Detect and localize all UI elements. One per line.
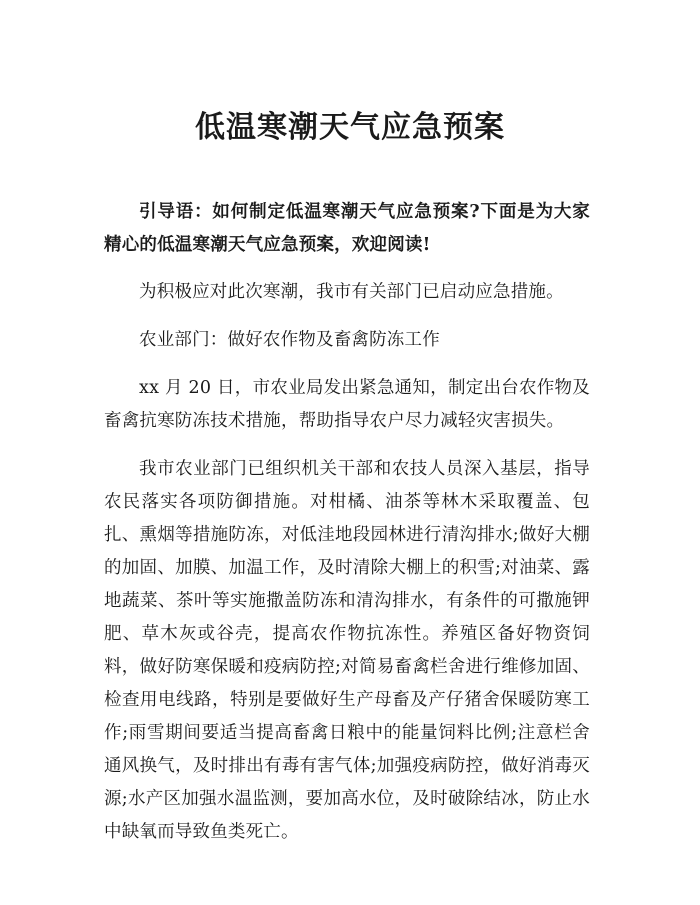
document-title: 低温寒潮天气应急预案: [195, 110, 505, 145]
paragraph-defense-measures: 我市农业部门已组织机关干部和农技人员深入基层，指导农民落实各项防御措施。对柑橘、油茶等林木采取覆盖、包扎、熏烟等措施防冻，对低洼地段园林进行清沟排水;做好大棚的加固、加膜、加温工作，及时清除大棚上的积雪;对油菜、露地蔬菜、茶叶等实施撒盖防冻和清沟排水，有条件的可撒施钾肥、草木灰或谷壳，提高农作物抗冻性。养殖区备好物资饲料，做好防寒保暖和疫病防控;对简易畜禽栏舍进行维修加固、检查用电线路，特别是要做好生产母畜及产仔猪舍保暖防寒工作;雨雪期间要适当提高畜禽日粮中的能量饲料比例;注意栏舍通风换气，及时排出有毒有害气体;加强疫病防控，做好消毒灭源;水产区加强水温监测，要加高水位，及时破除结冰，防止水中缺氧而导致鱼类死亡。: [104, 459, 590, 842]
document-body: [104, 196, 590, 864]
paragraph-response-measures: 为积极应对此次寒潮，我市有关部门已启动应急措施。: [139, 282, 564, 302]
paragraph-agriculture-heading: 农业部门：做好农作物及畜禽防冻工作: [139, 330, 440, 350]
paragraph-emergency-notice: xx 月 20 日，市农业局发出紧急通知，制定出台农作物及畜禽抗寒防冻技术措施，帮助指导农户尽力减轻灾害损失。: [104, 378, 590, 431]
intro-paragraph: 引导语：如何制定低温寒潮天气应急预案?下面是为大家精心的低温寒潮天气应急预案，欢迎阅读!: [104, 202, 590, 255]
